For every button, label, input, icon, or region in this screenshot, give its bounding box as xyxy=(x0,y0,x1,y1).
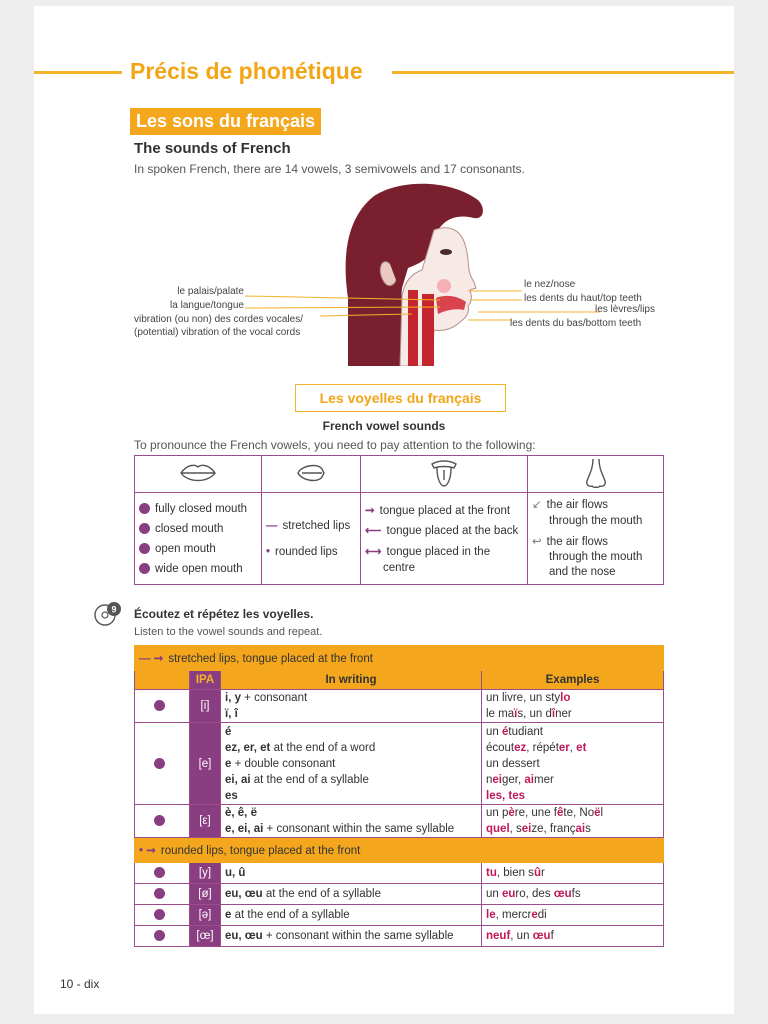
label-vocal-cords-fr: vibration (ou non) des cordes vocales/ xyxy=(134,314,303,325)
col-examples: Examples xyxy=(482,671,664,690)
mouth-fully-closed: fully closed mouth xyxy=(139,499,257,519)
air-mouth-nose: ↩ the air flows through the mouth and the nose xyxy=(532,536,643,578)
nose-icon xyxy=(583,457,609,489)
label-lips: les lèvres/lips xyxy=(594,304,655,315)
col-ipa: IPA xyxy=(190,671,221,690)
col-writing: In writing xyxy=(221,671,482,690)
tongue-back: ⟵ tongue placed at the back xyxy=(365,525,519,537)
label-tongue: la langue/tongue xyxy=(170,300,244,311)
table-row: [e] é ez, er, et at the end of a word e + double consonant ei, ai at the end of a syllable es un étudiant écoutez, répéter, et un dessert neiger, aimer les, tes xyxy=(135,723,664,805)
diagram-leader-lines xyxy=(0,0,768,400)
tongue-icon xyxy=(429,458,459,488)
vowels-subtitle: French vowel sounds xyxy=(322,419,446,433)
airflow-icon: ↩ xyxy=(532,536,542,548)
label-palate: le palais/palate xyxy=(177,286,244,297)
listen-subtitle: Listen to the vowel sounds and repeat. xyxy=(134,626,323,638)
lips-rounded: • rounded lips xyxy=(266,545,338,558)
section-title: The sounds of French xyxy=(134,140,291,157)
mouth-dot-icon xyxy=(154,758,165,769)
table-row: [ø] eu, œu at the end of a syllable un euro, des œufs xyxy=(135,884,664,905)
mouth-dot-icon xyxy=(139,523,150,534)
page-title: Précis de phonétique xyxy=(130,58,363,84)
label-vocal-cords-en: (potential) vibration of the vocal cords xyxy=(134,327,301,338)
mouth-dot-icon xyxy=(154,888,165,899)
mouth-icon-cell xyxy=(135,456,262,493)
lips-icon-cell xyxy=(262,456,361,493)
vowel-table xyxy=(134,645,664,947)
table-row: [i] i, y + consonant ï, î un livre, un stylo le maïs, un dîner xyxy=(135,690,664,723)
airflow-icon: ↙ xyxy=(532,499,542,511)
mouth-dot-icon xyxy=(154,930,165,941)
lips-icon xyxy=(294,461,328,485)
mouth-open: open mouth xyxy=(139,539,257,559)
mouth-dot-icon xyxy=(139,543,150,554)
group-rounded-front: • ➞ rounded lips, tongue placed at the front xyxy=(135,838,664,863)
air-mouth: ↙ the air flows through the mouth xyxy=(532,499,643,527)
vowels-title-box: Les voyelles du français xyxy=(295,384,506,412)
mouth-dot-icon xyxy=(154,700,165,711)
articulation-table xyxy=(134,455,664,585)
mouth-dot-icon xyxy=(154,815,165,826)
column-header-row xyxy=(135,671,664,690)
page-number: 10 - dix xyxy=(60,977,100,991)
track-number: 9 xyxy=(111,604,117,615)
table-row: [ə] e at the end of a syllable le, mercredi xyxy=(135,905,664,926)
tongue-position-cell xyxy=(361,493,528,585)
label-nose: le nez/nose xyxy=(524,279,576,290)
audio-cd-icon[interactable] xyxy=(94,601,122,627)
label-top-teeth: les dents du haut/top teeth xyxy=(524,293,642,304)
table-row: [y] u, û tu, bien sûr xyxy=(135,863,664,884)
airflow-cell xyxy=(528,493,664,585)
label-bottom-teeth: les dents du bas/bottom teeth xyxy=(510,318,642,329)
listen-title: Écoutez et répétez les voyelles. xyxy=(134,607,314,621)
mouth-openness-cell xyxy=(135,493,262,585)
mouth-dot-icon xyxy=(154,867,165,878)
mouth-dot-icon xyxy=(154,909,165,920)
section-badge: Les sons du français xyxy=(130,108,321,135)
mouth-dot-icon xyxy=(139,503,150,514)
lips-shape-cell xyxy=(262,493,361,585)
nose-icon-cell xyxy=(528,456,664,493)
tongue-front: ➞ tongue placed at the front xyxy=(365,505,511,517)
mouth-closed: closed mouth xyxy=(139,519,257,539)
mouth-dot-icon xyxy=(139,563,150,574)
tongue-icon-cell xyxy=(361,456,528,493)
group-stretched-front: — ➞ stretched lips, tongue placed at the front xyxy=(135,646,664,671)
mouth-wide-open: wide open mouth xyxy=(139,559,257,579)
tongue-centre: ⟷ tongue placed in the centre xyxy=(365,546,491,574)
intro-text: In spoken French, there are 14 vowels, 3 semivowels and 17 consonants. xyxy=(134,162,525,176)
mouth-icon xyxy=(178,461,218,485)
table-row: [œ] eu, œu + consonant within the same syllable neuf, un œuf xyxy=(135,926,664,947)
lips-stretched: — stretched lips xyxy=(266,519,351,532)
pronunciation-instruction: To pronounce the French vowels, you need to pay attention to the following: xyxy=(134,438,536,452)
table-row: [ε] è, ê, ë e, ei, ai + consonant within the same syllable un père, une fête, Noël quel, seize, français xyxy=(135,805,664,838)
